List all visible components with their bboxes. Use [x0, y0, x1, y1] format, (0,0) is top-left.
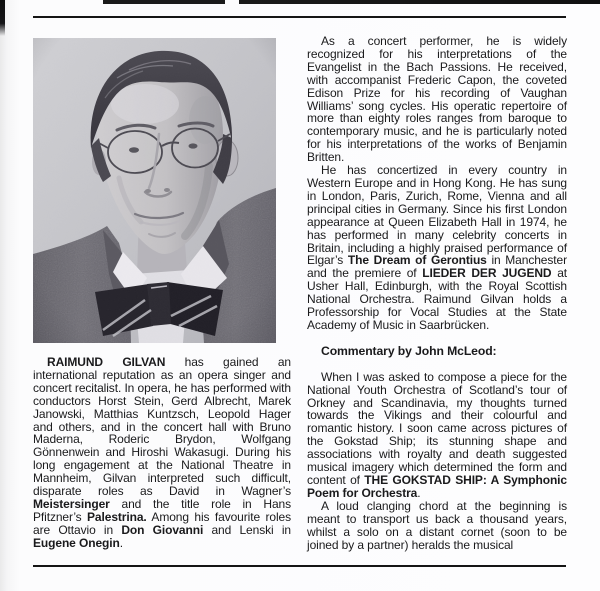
left-column: [33, 356, 291, 550]
bottom-rule: [33, 565, 566, 567]
concert-performer-paragraph: As a concert performer, he is widely recognized for his interpretations of the Evangelist in the Bach Passions. He received, with accompanist Frederic Capon, the coveted Edison Prize for his recording of Vaughan Williams’ song cycles. His operatic repertoire of more than eighty roles ranges from baroque to contemporary music, and he is particularly noted for his interpretations of the works of Benjamin Britten.: [307, 34, 567, 165]
scan-artifact-corner: [0, 0, 5, 36]
commentary-heading: Commentary by John McLeod:: [321, 343, 497, 358]
biography-paragraph: RAIMUND GILVAN has gained an international reputation as an opera singer and concert recitalist. In opera, he has performed with conductors Horst Stein, Gerd Albrecht, Marek Janowski, Matthias Kuntzsch, Leopold Hager and others, and in the concert hall with Bruno Maderna, Roderic Brydon, Wolfgang Gönnenwein and Hiroshi Wakasugi. During his long engagement at the National Theatre in Mannheim, Gilvan interpreted such difficult, disparate roles as David in Wagner’s Meistersinger and the title role in Hans Pfitzner’s Palestrina. Among his favourite roles are Ottavio in Don Giovanni and Lenski in Eugene Onegin.: [33, 355, 291, 550]
top-rule: [33, 16, 566, 18]
scan-artifact-top-edge: [103, 0, 600, 4]
portrait-illustration: [33, 38, 276, 343]
commentary-paragraph-1: When I was asked to compose a piece for the National Youth Orchestra of Scotland’s tour of Orkney and Scandinavia, my thoughts turned towards the Vikings and their colourful and romantic history. I soon came across pictures of the Gokstad Ship; its stunning shape and associations with royalty and death suggested musical imagery which determined the form and content of THE GOKSTAD SHIP: A Symphonic Poem for Orchestra.: [307, 369, 567, 500]
portrait-photo: [33, 38, 276, 343]
commentary-paragraph-2: A loud clanging chord at the beginning is meant to transport us back a thousand years, whilst a solo on a distant cornet (soon to be joined by a partner) heralds the musical: [307, 498, 567, 552]
photo-grain: [33, 38, 276, 343]
concertized-paragraph: He has concertized in every country in Western Europe and in Hong Kong. He has sung in London, Paris, Zurich, Rome, Vienna and all principal cities in Germany. Since his first London appearance at Queen Elizabeth Hall in 1974, he has performed in many celebrity concerts in Britain, including a highly praised performance of Elgar’s The Dream of Gerontius in Manchester and the premiere of LIEDER DER JUGEND at Usher Hall, Edinburgh, with the Royal Scottish National Orchestra. Raimund Gilvan holds a Professorship for Vocal Studies at the State Academy of Music in Saarbrücken.: [307, 163, 568, 332]
right-column: [307, 35, 567, 551]
